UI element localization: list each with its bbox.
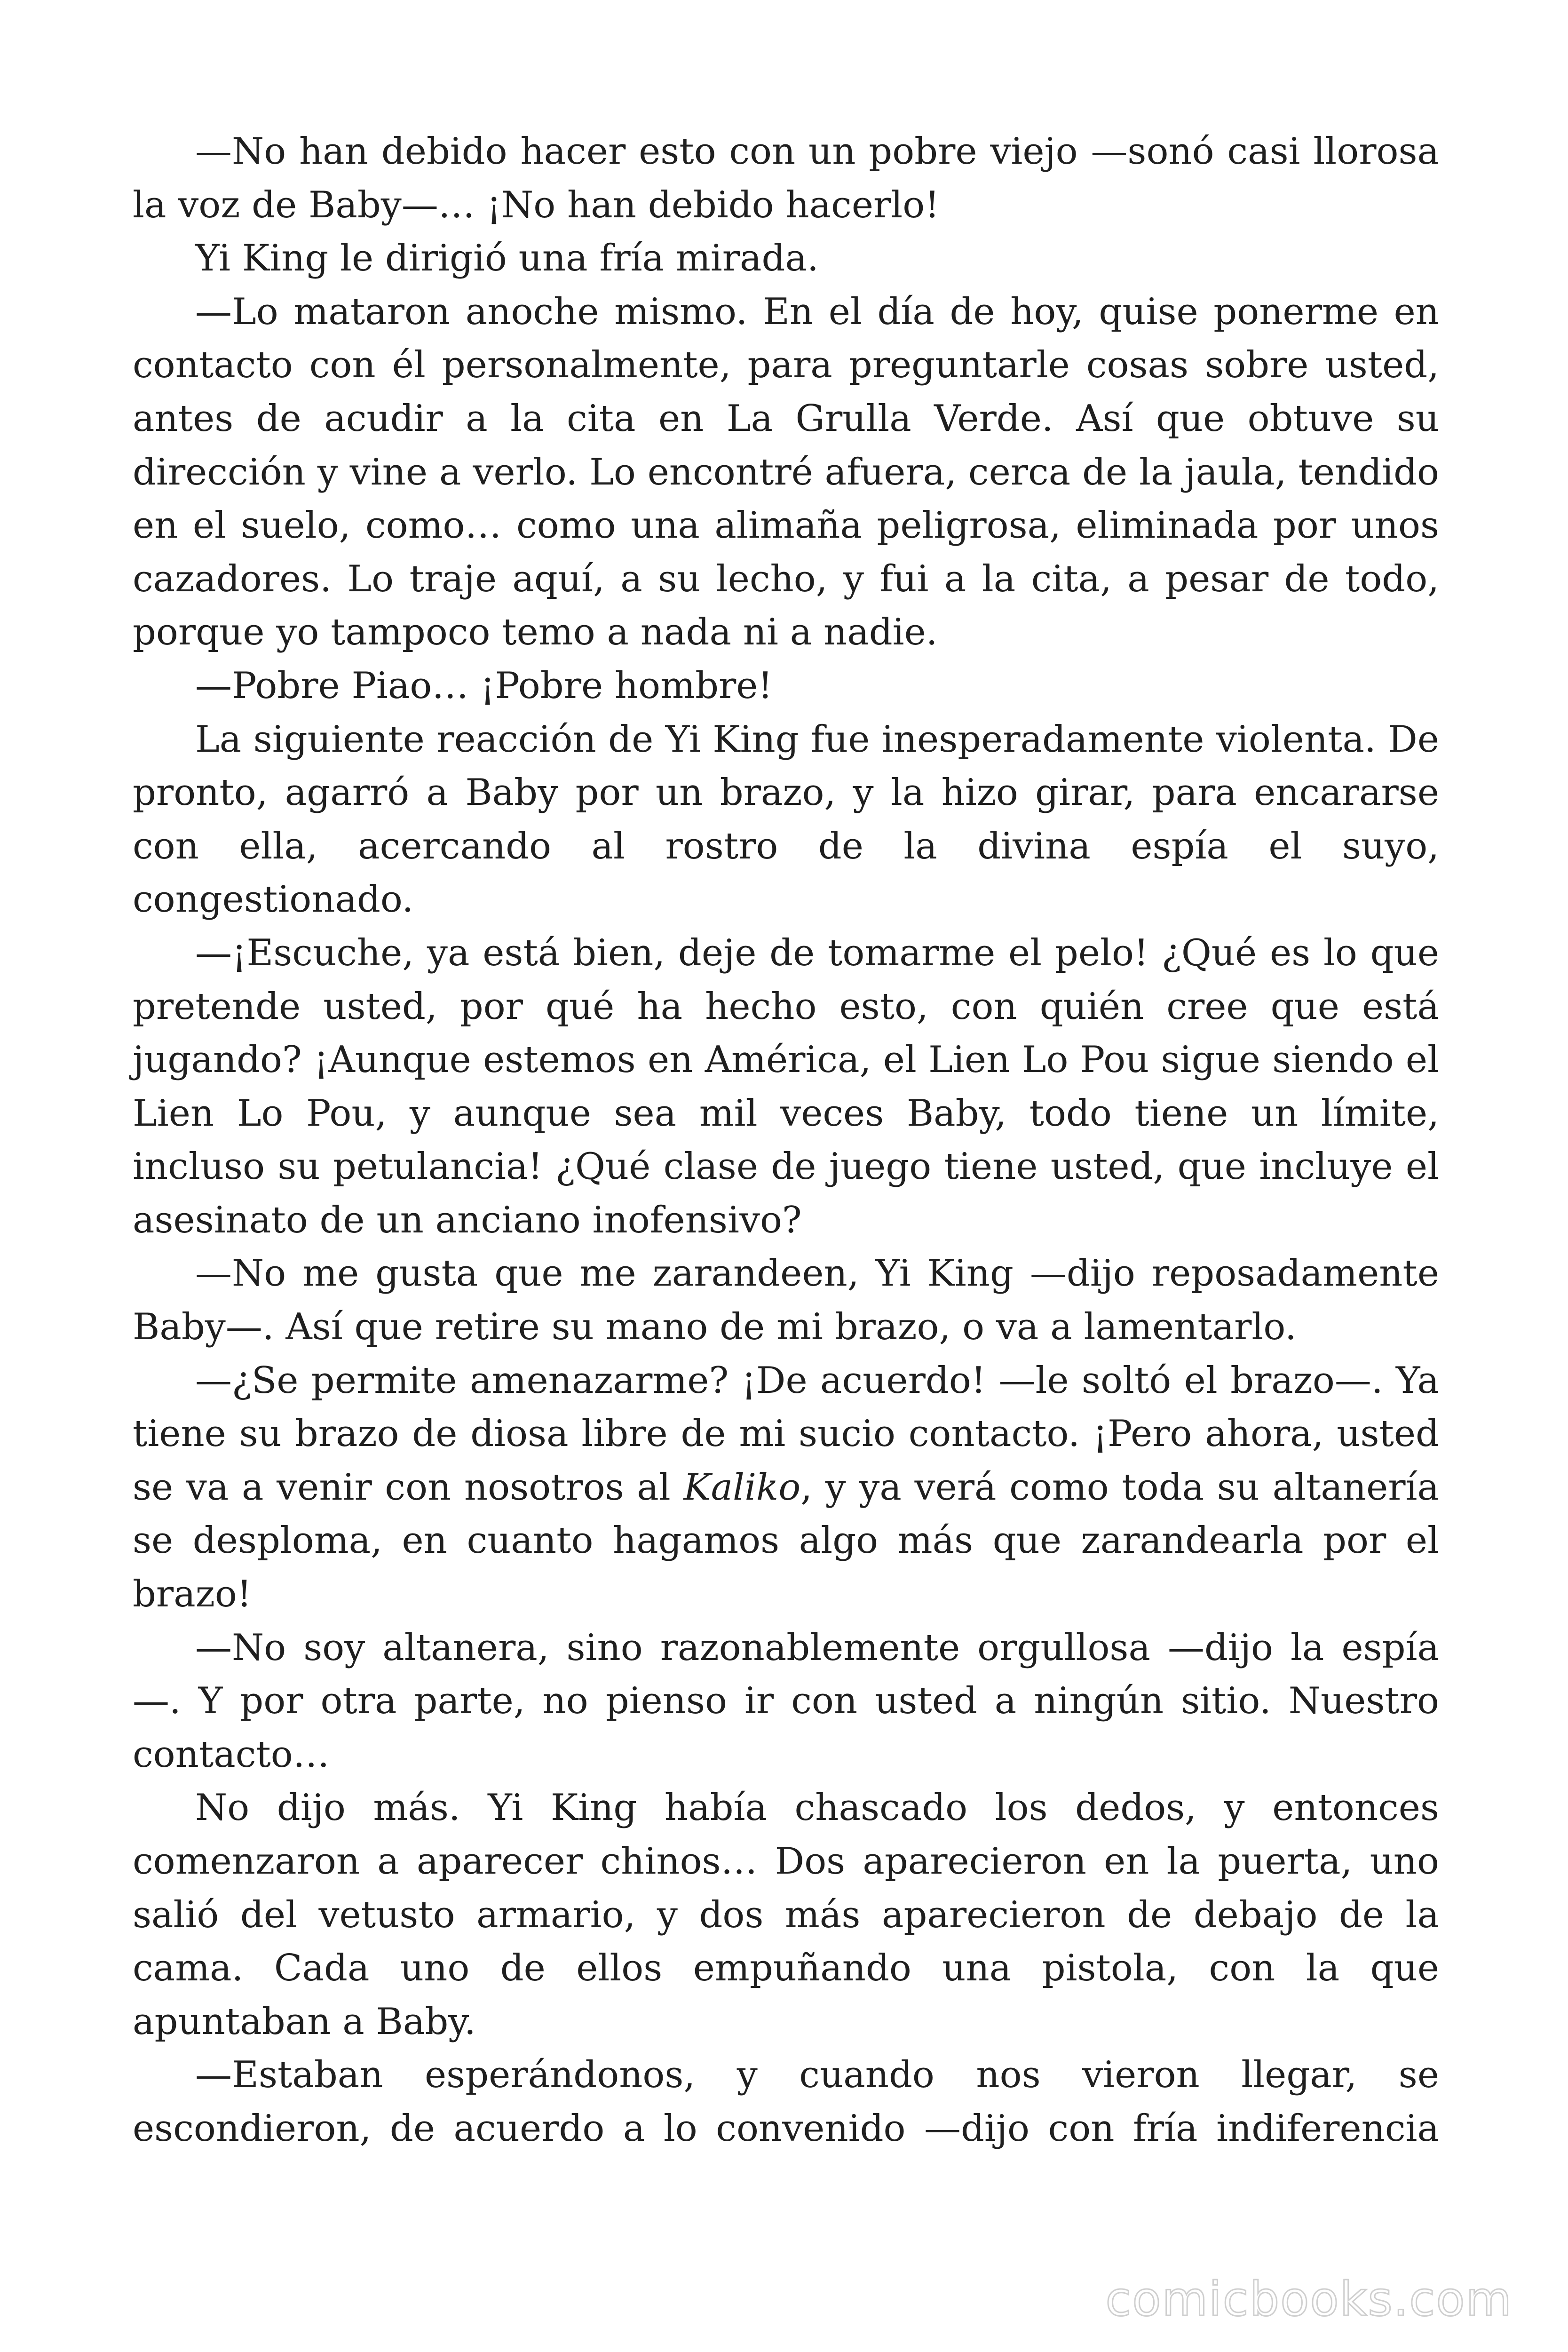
ship-name-italic: Kaliko	[683, 1466, 801, 1509]
paragraph	[133, 2049, 1439, 2155]
paragraph	[133, 1621, 1439, 1782]
paragraph	[133, 660, 1439, 713]
paragraph	[133, 927, 1439, 1248]
paragraph-text: No dijo más. Yi King había chascado los dedos, y entonces comenzaron a aparecer chinos… Dos aparecieron en la puerta, uno salió del vetusto armario, y dos más aparecieron de debajo de la cama. Cada uno de ellos empuñando una pistola, con la que apuntaban a Baby.	[133, 1787, 1439, 2043]
paragraph	[133, 1247, 1439, 1354]
paragraph	[133, 286, 1439, 660]
paragraph-text: —No soy altanera, sino razonablemente orgullosa —dijo la espía —. Y por otra parte, no pienso ir con usted a ningún sitio. Nuestro contacto…	[133, 1626, 1439, 1776]
paragraph-text: —No han debido hacer esto con un pobre viejo —sonó casi llorosa la voz de Baby—… ¡No han debido hacerlo!	[133, 130, 1439, 226]
paragraph-text: —Lo mataron anoche mismo. En el día de hoy, quise ponerme en contacto con él personalmente, para preguntarle cosas sobre usted, antes de acudir a la cita en La Grulla Verde. Así que obtuve su dirección y vine a verlo. Lo encontré afuera, cerca de la jaula, tendido en el suelo, como… como una alimaña peligrosa, eliminada por unos cazadores. Lo traje aquí, a su lecho, y fui a la cita, a pesar de todo, porque yo tampoco temo a nada ni a nadie.	[133, 290, 1439, 654]
paragraph-text: —¿Se permite amenazarme? ¡De acuerdo! —le soltó el brazo—. Ya tiene su brazo de diosa libre de mi sucio contacto. ¡Pero ahora, usted se va a venir con nosotros al	[133, 1359, 1439, 1509]
body-text	[133, 125, 1439, 2156]
paragraph-text: —¡Escuche, ya está bien, deje de tomarme el pelo! ¿Qué es lo que pretende usted, por qué ha hecho esto, con quién cree que está jugando? ¡Aunque estemos en América, el Lien Lo Pou sigue siendo el Lien Lo Pou, y aunque sea mil veces Baby, todo tiene un límite, incluso su petulancia! ¿Qué clase de juego tiene usted, que incluye el asesinato de un anciano inofensivo?	[133, 931, 1439, 1241]
paragraph	[133, 1781, 1439, 2049]
watermark-logo: comicbooks.com	[1105, 2272, 1513, 2327]
paragraph	[133, 1354, 1439, 1621]
paragraph-text: —Estaban esperándonos, y cuando nos vieron llegar, se escondieron, de acuerdo a lo convenido —dijo con fría indiferencia	[133, 2054, 1439, 2150]
paragraph-text: —No me gusta que me zarandeen, Yi King —dijo reposadamente Baby—. Así que retire su mano de mi brazo, o va a lamentarlo.	[133, 1252, 1439, 1349]
paragraph-text: Yi King le dirigió una fría mirada.	[195, 237, 819, 280]
paragraph	[133, 713, 1439, 927]
paragraph-text: , y ya verá como toda su altanería se desploma, en cuanto hagamos algo más que zarandearla por el brazo!	[133, 1466, 1439, 1616]
paragraph-text: —Pobre Piao… ¡Pobre hombre!	[195, 664, 773, 707]
paragraph	[133, 232, 1439, 286]
paragraph-text: La siguiente reacción de Yi King fue inesperadamente violenta. De pronto, agarró a Baby por un brazo, y la hizo girar, para encararse con ella, acercando al rostro de la divina espía el suyo, congestionado.	[133, 718, 1439, 921]
paragraph	[133, 125, 1439, 232]
